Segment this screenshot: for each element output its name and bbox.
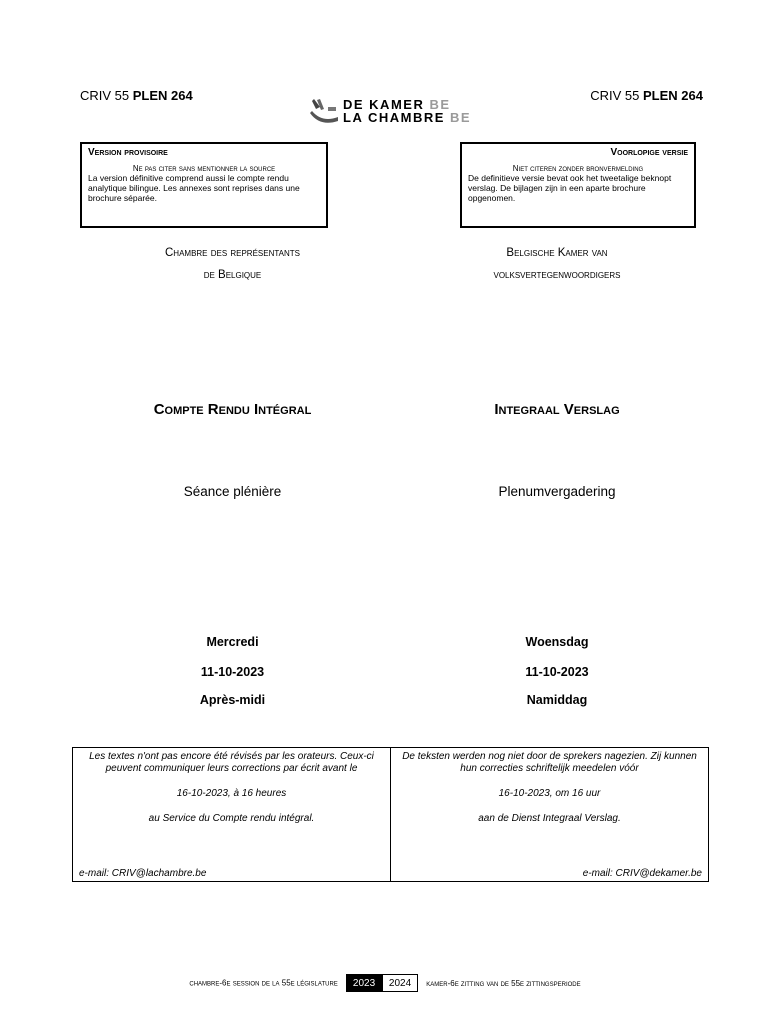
- notice-service: au Service du Compte rendu intégral.: [148, 813, 315, 824]
- logo-line-fr: [343, 111, 471, 124]
- footer-right: kamer-6e zitting van de 55e zittingsperiode: [426, 978, 581, 988]
- notice-fr: [73, 748, 391, 882]
- notice-text: De teksten werden nog niet door de sprekers nagezien. Zij kunnen hun correcties schriftelijk meedelen vóór: [402, 751, 697, 774]
- institution-line: Belgische Kamer van: [506, 247, 608, 259]
- ref-number: PLEN 264: [132, 88, 193, 103]
- date-fr: 11-10-2023: [200, 665, 265, 679]
- version-subtitle: Niet citeren zonder bronvermelding: [512, 164, 644, 173]
- header-reference-fr: [80, 88, 193, 103]
- correction-notice: [72, 747, 709, 882]
- notice-deadline: 16-10-2023, à 16 heures: [176, 788, 287, 799]
- institution-fr: [80, 242, 385, 286]
- notice-nl: [391, 748, 709, 882]
- day-part-nl: Namiddag: [526, 693, 588, 707]
- weekday-nl: Woensdag: [525, 635, 589, 649]
- header-reference-nl: [590, 88, 703, 103]
- version-subtitle: Ne pas citer sans mentionner la source: [132, 164, 276, 173]
- institution-nl: [412, 242, 702, 286]
- footer-left: chambre-6e session de la 55e législature: [189, 978, 338, 988]
- logo-text: DE KAMER: [343, 97, 425, 112]
- version-text: La version définitive comprend aussi le compte rendu analytique bilingue. Les annexes sont reprises dans une brochure séparée.: [88, 173, 300, 203]
- chamber-logo: [310, 97, 480, 127]
- notice-deadline: 16-10-2023, om 16 uur: [498, 788, 601, 799]
- ref-prefix: CRIV 55: [80, 88, 130, 103]
- version-title: Version provisoire: [88, 147, 168, 158]
- logo-emblem-icon: [310, 97, 342, 125]
- logo-text: LA CHAMBRE: [343, 110, 445, 125]
- weekday-fr: Mercredi: [206, 635, 259, 649]
- document-title-nl: Integraal Verslag: [494, 401, 620, 418]
- ref-number: PLEN 264: [643, 88, 703, 103]
- session-type-fr: Séance plénière: [183, 484, 282, 499]
- institution-line: volksvertegenwoordigers: [493, 269, 621, 281]
- logo-suffix: BE: [429, 97, 451, 112]
- day-part-fr: Après-midi: [199, 693, 266, 707]
- version-box-nl: [460, 142, 696, 228]
- version-title: Voorlopige versie: [610, 147, 688, 158]
- logo-suffix: BE: [450, 110, 472, 125]
- document-title-fr: Compte Rendu Intégral: [153, 401, 312, 418]
- notice-text: Les textes n'ont pas encore été révisés par les orateurs. Ceux-ci peuvent communiquer leurs corrections par écrit avant le: [89, 751, 374, 774]
- footer-year-end: 2024: [382, 974, 418, 992]
- ref-prefix: CRIV 55: [590, 88, 640, 103]
- version-text: De definitieve versie bevat ook het tweetalige beknopt verslag. De bijlagen zijn in een aparte brochure opgenomen.: [468, 173, 672, 203]
- footer: [0, 974, 770, 994]
- footer-year-start: 2023: [346, 974, 382, 992]
- notice-service: aan de Dienst Integraal Verslag.: [478, 813, 621, 824]
- notice-email[interactable]: e-mail: CRIV@dekamer.be: [582, 868, 702, 879]
- institution-line: Chambre des représentants: [164, 247, 300, 259]
- version-box-fr: [80, 142, 328, 228]
- session-type-nl: Plenumvergadering: [498, 484, 616, 499]
- date-nl: 11-10-2023: [525, 665, 589, 679]
- notice-email[interactable]: e-mail: CRIV@lachambre.be: [79, 868, 207, 879]
- institution-line: de Belgique: [203, 269, 262, 281]
